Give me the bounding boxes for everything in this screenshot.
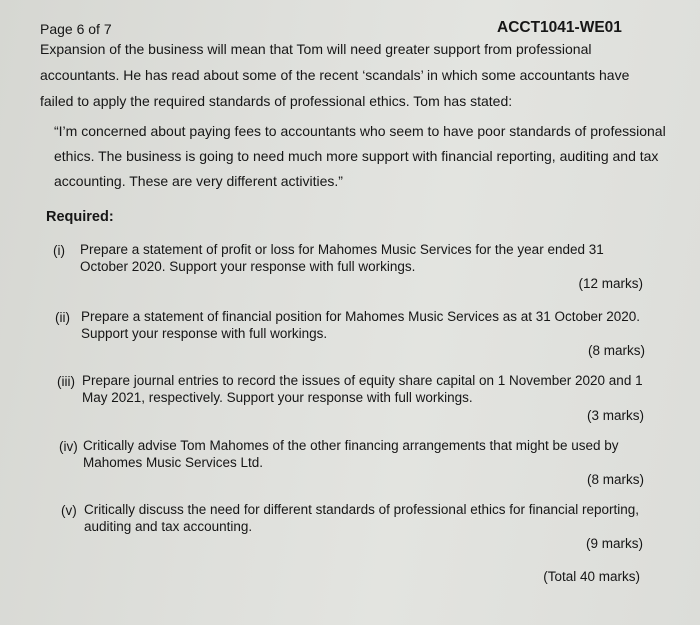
intro-line-2: accountants. He has read about some of the recent ‘scandals’ in which some accountants have (40, 67, 630, 83)
question-text-line-1: Critically discuss the need for different standards of professional ethics for financial reporting, (84, 502, 640, 517)
required-heading: Required: (46, 209, 114, 225)
module-code: ACCT1041-WE01 (497, 19, 622, 36)
quote-line-3: accounting. These are very different activities.” (54, 173, 343, 189)
question-marks: (3 marks) (587, 408, 644, 423)
total-marks: (Total 40 marks) (543, 569, 640, 584)
question-text-line-2: auditing and tax accounting. (84, 519, 253, 534)
question-text-line-1: Prepare journal entries to record the issues of equity share capital on 1 November 2020 and 1 (82, 373, 643, 388)
question-text-line-2: October 2020. Support your response with full workings. (80, 259, 416, 274)
page-number: Page 6 of 7 (40, 21, 112, 37)
question-number: (iv) (59, 439, 78, 454)
question-text-line-2: Support your response with full workings. (81, 326, 328, 341)
quote-line-1: “I’m concerned about paying fees to accountants who seem to have poor standards of professional (54, 123, 666, 139)
question-text-line-2: May 2021, respectively. Support your response with full workings. (82, 390, 473, 405)
question-text-line-1: Prepare a statement of profit or loss for Mahomes Music Services for the year ended 31 (80, 242, 604, 257)
question-marks: (9 marks) (586, 536, 643, 551)
intro-line-3: failed to apply the required standards of professional ethics. Tom has stated: (40, 93, 513, 109)
question-number: (iii) (57, 374, 75, 389)
question-number: (v) (61, 503, 77, 518)
intro-line-1: Expansion of the business will mean that Tom will need greater support from professional (40, 41, 592, 57)
question-text-line-1: Prepare a statement of financial position for Mahomes Music Services as at 31 October 2020. (81, 309, 641, 324)
question-marks: (12 marks) (578, 276, 643, 291)
question-number: (ii) (55, 310, 70, 325)
quote-line-2: ethics. The business is going to need much more support with financial reporting, auditing and tax (54, 148, 659, 164)
question-marks: (8 marks) (588, 343, 645, 358)
question-text-line-1: Critically advise Tom Mahomes of the other financing arrangements that might be used by (83, 438, 619, 453)
question-number: (i) (53, 243, 65, 258)
question-text-line-2: Mahomes Music Services Ltd. (83, 455, 264, 470)
question-marks: (8 marks) (587, 472, 644, 487)
